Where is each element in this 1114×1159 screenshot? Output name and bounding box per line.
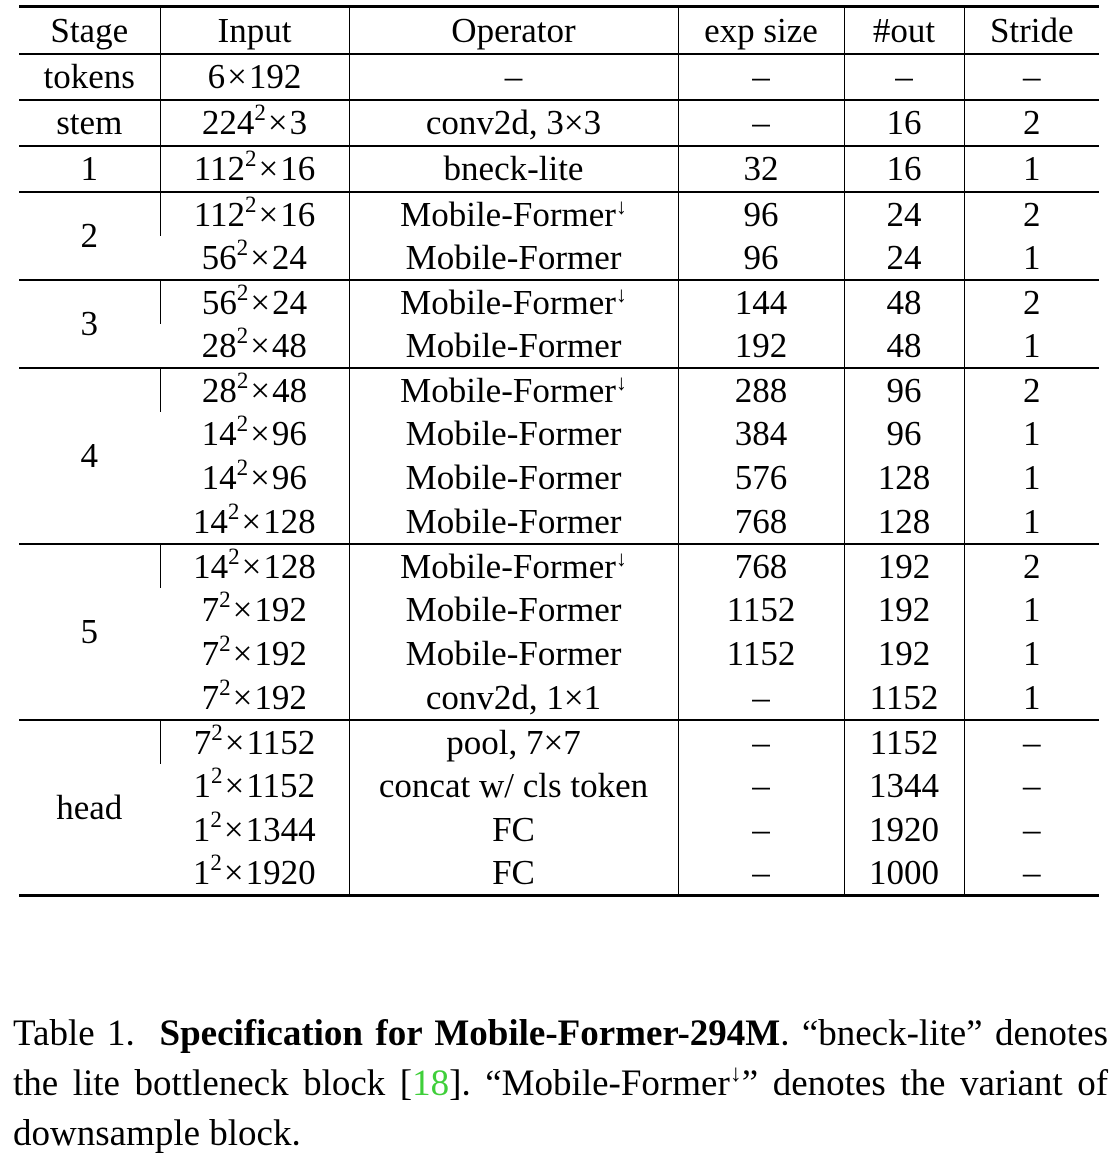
citation-link[interactable]: 18: [412, 1063, 450, 1104]
stride-cell: 1: [964, 456, 1099, 500]
exp-size-cell: 288: [678, 368, 844, 412]
input-exponent: 2: [210, 807, 222, 832]
caption-text-1: “bneck-lite” denotes the lite bottleneck block [: [13, 1013, 1108, 1104]
input-exponent: 2: [254, 100, 266, 125]
stage-cell: head: [56, 787, 123, 827]
input-cell: [160, 808, 349, 852]
input-exponent: 2: [219, 587, 231, 612]
exp-size-cell: 768: [678, 544, 844, 588]
input-spatial: 14: [201, 458, 237, 497]
out-cell: 1344: [844, 764, 964, 808]
caption-title: Specification for Mobile-Former-294M: [159, 1013, 781, 1054]
exp-size-cell: 32: [678, 146, 844, 192]
input-channels: 16: [280, 194, 316, 234]
out-cell: –: [844, 54, 964, 100]
operator-cell: [349, 100, 678, 146]
input-channels: 3: [289, 103, 308, 142]
table-row: [19, 720, 1099, 764]
operator-name: FC: [492, 853, 535, 893]
input-exponent: 2: [228, 543, 240, 569]
table-row: [19, 852, 1099, 896]
input-exponent: 2: [244, 191, 257, 217]
out-cell: 24: [844, 192, 964, 236]
operator-cell: [349, 324, 678, 368]
exp-size-cell: 96: [678, 192, 844, 236]
out-cell: 128: [844, 456, 964, 500]
stride-cell: 2: [964, 544, 1099, 588]
operator-name: Mobile-Former: [405, 590, 622, 629]
input-channels: 192: [254, 677, 307, 717]
out-cell: 1152: [844, 676, 964, 720]
stride-cell: 1: [964, 412, 1099, 456]
stage-cell: tokens: [43, 57, 135, 96]
input-exponent: 2: [236, 411, 249, 436]
out-cell: 1000: [844, 852, 964, 896]
input-channels: 1152: [246, 766, 315, 805]
input-cell: [160, 588, 349, 632]
out-cell: 192: [844, 544, 964, 588]
input-channels: 128: [263, 501, 316, 541]
operator-name: Mobile-Former: [405, 634, 622, 673]
input-cell: [160, 368, 349, 412]
header-stage: Stage: [50, 10, 129, 50]
stage-group: [19, 544, 1099, 720]
times-symbol: ×: [223, 810, 244, 849]
times-symbol: ×: [250, 282, 271, 322]
table-row: [19, 632, 1099, 676]
operator-cell: [349, 368, 678, 412]
input-cell: [160, 324, 349, 368]
input-channels: 48: [271, 325, 307, 365]
input-cell: [160, 280, 349, 324]
input-spatial: 1: [192, 810, 211, 849]
stage-group: [19, 100, 1099, 146]
out-cell: 96: [844, 412, 964, 456]
input-channels: 192: [254, 590, 307, 629]
input-spatial: 112: [193, 194, 245, 234]
input-channels: 96: [271, 414, 307, 453]
times-symbol: ×: [232, 590, 253, 629]
input-cell: [160, 236, 349, 280]
table-row: [19, 192, 1099, 236]
times-symbol: ×: [224, 722, 245, 762]
input-cell: [160, 632, 349, 676]
table-row: [19, 100, 1099, 146]
input-spatial: 1: [193, 766, 212, 805]
input-channels: 128: [263, 546, 316, 586]
input-cell: [160, 544, 349, 588]
operator-name: FC: [492, 810, 535, 849]
table-row: [19, 280, 1099, 324]
out-cell: 16: [844, 146, 964, 192]
input-exponent: 2: [219, 631, 231, 656]
stride-cell: 2: [964, 368, 1099, 412]
exp-size-cell: 1152: [678, 632, 844, 676]
operator-cell: [349, 852, 678, 896]
stride-cell: –: [964, 54, 1099, 100]
input-channels: 1152: [246, 722, 316, 762]
exp-size-cell: 768: [678, 500, 844, 544]
input-spatial: 112: [193, 149, 245, 188]
table-row: [19, 368, 1099, 412]
header-operator: Operator: [349, 7, 678, 54]
exp-size-cell: 1152: [678, 588, 844, 632]
out-cell: 48: [844, 324, 964, 368]
operator-cell: [349, 544, 678, 588]
operator-name: Mobile-Former: [405, 325, 622, 365]
operator-name: Mobile-Former: [400, 194, 616, 234]
input-spatial: 28: [201, 370, 237, 410]
operator-name: concat w/ cls token: [378, 766, 649, 805]
downsample-arrow-icon: ↓: [615, 369, 627, 395]
stride-cell: –: [964, 720, 1099, 764]
header-exp-size: exp size: [678, 7, 844, 54]
operator-name: Mobile-Former: [400, 546, 616, 586]
input-cell: [160, 100, 349, 146]
input-channels: 192: [248, 57, 302, 96]
operator-cell: [349, 720, 678, 764]
operator-cell: [349, 192, 678, 236]
out-cell: 48: [844, 280, 964, 324]
operator-cell: [349, 280, 678, 324]
input-cell: [160, 852, 349, 896]
operator-name: bneck-lite: [443, 149, 584, 188]
stage-group: [19, 146, 1099, 192]
operator-cell: [349, 676, 678, 720]
operator-cell: [349, 146, 678, 192]
input-spatial: 1: [192, 853, 211, 893]
exp-size-cell: –: [678, 720, 844, 764]
input-exponent: 2: [227, 498, 240, 524]
stage-cell: stem: [56, 103, 123, 142]
table-row: [19, 588, 1099, 632]
out-cell: 1152: [844, 720, 964, 764]
stage-cell: 5: [80, 612, 98, 651]
stage-group: [19, 720, 1099, 896]
input-spatial: 56: [201, 282, 237, 322]
times-symbol: ×: [223, 853, 244, 893]
exp-size-cell: 192: [678, 324, 844, 368]
times-symbol: ×: [250, 237, 270, 277]
stage-cell: 4: [80, 436, 98, 475]
out-cell: 128: [844, 500, 964, 544]
exp-size-cell: –: [678, 852, 844, 896]
input-spatial: 7: [201, 634, 220, 673]
exp-size-cell: 576: [678, 456, 844, 500]
input-exponent: 2: [236, 279, 249, 305]
input-exponent: 2: [244, 146, 257, 171]
exp-size-cell: 96: [678, 236, 844, 280]
input-cell: [160, 676, 349, 720]
exp-size-cell: –: [678, 676, 844, 720]
times-symbol: ×: [258, 149, 279, 188]
input-spatial: 14: [192, 501, 228, 541]
operator-cell: [349, 764, 678, 808]
downsample-arrow-icon: ↓: [615, 281, 627, 307]
input-spatial: 7: [201, 590, 220, 629]
table-row: [19, 764, 1099, 808]
operator-cell: [349, 236, 678, 280]
operator-cell: [349, 412, 678, 456]
input-exponent: 2: [211, 763, 223, 788]
input-cell: [160, 720, 349, 764]
operator-name: –: [504, 57, 523, 96]
input-exponent: 2: [236, 322, 249, 348]
times-symbol: ×: [250, 414, 270, 453]
stride-cell: –: [964, 764, 1099, 808]
table-row: [19, 146, 1099, 192]
downsample-arrow-icon: ↓: [729, 1061, 742, 1087]
downsample-arrow-icon: ↓: [615, 193, 627, 219]
times-symbol: ×: [224, 766, 245, 805]
operator-name: Mobile-Former: [400, 282, 616, 322]
stride-cell: 1: [964, 146, 1099, 192]
input-exponent: 2: [236, 234, 249, 260]
operator-name: Mobile-Former: [405, 237, 622, 277]
stride-cell: –: [964, 808, 1099, 852]
times-symbol: ×: [250, 325, 270, 365]
stride-cell: 1: [964, 676, 1099, 720]
out-cell: 1920: [844, 808, 964, 852]
stage-cell: 3: [80, 304, 98, 343]
exp-size-cell: –: [678, 100, 844, 146]
input-spatial: 224: [201, 103, 255, 142]
downsample-arrow-icon: ↓: [615, 545, 627, 571]
table-row: [19, 544, 1099, 588]
exp-size-cell: 384: [678, 412, 844, 456]
operator-cell: [349, 588, 678, 632]
exp-size-cell: –: [678, 808, 844, 852]
input-channels: 96: [271, 458, 307, 497]
exp-size-cell: –: [678, 764, 844, 808]
operator-name: Mobile-Former: [400, 370, 616, 410]
stage-group: [19, 54, 1099, 100]
operator-name: Mobile-Former: [405, 458, 622, 497]
exp-size-cell: –: [678, 54, 844, 100]
stride-cell: 2: [964, 100, 1099, 146]
times-symbol: ×: [241, 546, 262, 586]
caption-text-2: ]. “Mobile-Former: [449, 1063, 730, 1104]
input-exponent: 2: [236, 367, 249, 393]
operator-cell: [349, 54, 678, 100]
stride-cell: 1: [964, 500, 1099, 544]
input-cell: [160, 192, 349, 236]
input-channels: 192: [254, 634, 307, 673]
input-channels: 48: [272, 370, 308, 410]
table-row: [19, 54, 1099, 100]
input-channels: 1920: [245, 853, 316, 893]
header-input: Input: [160, 7, 349, 54]
out-cell: 96: [844, 368, 964, 412]
stage-cell: 2: [80, 216, 98, 255]
caption-text-3: ” denotes the variant of downsample block.: [13, 1063, 1109, 1154]
input-cell: [160, 500, 349, 544]
header-row: [19, 7, 1099, 54]
stride-cell: 1: [964, 588, 1099, 632]
stride-cell: 1: [964, 324, 1099, 368]
operator-name: conv2d, 3×3: [425, 103, 602, 142]
input-spatial: 6: [207, 57, 226, 96]
stage-cell: 1: [80, 149, 98, 188]
times-symbol: ×: [232, 634, 253, 673]
times-symbol: ×: [232, 677, 253, 717]
times-symbol: ×: [250, 458, 270, 497]
input-channels: 16: [280, 149, 316, 188]
stage-group: [19, 368, 1099, 544]
stage-group: [19, 280, 1099, 368]
input-spatial: 7: [193, 722, 212, 762]
table-row: [19, 412, 1099, 456]
operator-name: Mobile-Former: [405, 501, 622, 541]
input-exponent: 2: [210, 850, 222, 876]
header-stride: Stride: [964, 7, 1099, 54]
table-row: [19, 324, 1099, 368]
input-channels: 24: [271, 237, 307, 277]
out-cell: 192: [844, 632, 964, 676]
times-symbol: ×: [258, 194, 279, 234]
input-cell: [160, 54, 349, 100]
table-row: [19, 676, 1099, 720]
input-exponent: 2: [236, 455, 249, 480]
input-spatial: 7: [201, 677, 220, 717]
stride-cell: 2: [964, 192, 1099, 236]
table-row: [19, 236, 1099, 280]
input-spatial: 14: [193, 546, 229, 586]
exp-size-cell: 144: [678, 280, 844, 324]
times-symbol: ×: [267, 103, 288, 142]
input-cell: [160, 412, 349, 456]
out-cell: 16: [844, 100, 964, 146]
stride-cell: –: [964, 852, 1099, 896]
table-row: [19, 808, 1099, 852]
operator-name: Mobile-Former: [405, 414, 622, 453]
operator-name: conv2d, 1×1: [425, 677, 602, 717]
stage-group: [19, 192, 1099, 280]
times-symbol: ×: [227, 57, 247, 96]
spec-table: [19, 5, 1099, 897]
input-spatial: 28: [201, 325, 237, 365]
table-row: [19, 500, 1099, 544]
input-channels: 24: [272, 282, 308, 322]
operator-name: pool, 7×7: [446, 722, 581, 762]
input-cell: [160, 764, 349, 808]
input-spatial: 14: [201, 414, 237, 453]
times-symbol: ×: [241, 501, 262, 541]
stride-cell: 1: [964, 236, 1099, 280]
out-cell: 192: [844, 588, 964, 632]
input-exponent: 2: [211, 719, 223, 745]
times-symbol: ×: [250, 370, 271, 410]
input-spatial: 56: [201, 237, 237, 277]
operator-cell: [349, 632, 678, 676]
input-exponent: 2: [219, 674, 231, 700]
stride-cell: 1: [964, 632, 1099, 676]
operator-cell: [349, 808, 678, 852]
table-row: [19, 456, 1099, 500]
caption-title-end: .: [780, 1013, 790, 1054]
operator-cell: [349, 456, 678, 500]
header-out: #out: [844, 7, 964, 54]
table-caption: [13, 1009, 1108, 1159]
input-cell: [160, 146, 349, 192]
input-cell: [160, 456, 349, 500]
caption-label: Table 1.: [13, 1013, 135, 1054]
input-channels: 1344: [245, 810, 316, 849]
out-cell: 24: [844, 236, 964, 280]
stride-cell: 2: [964, 280, 1099, 324]
operator-cell: [349, 500, 678, 544]
